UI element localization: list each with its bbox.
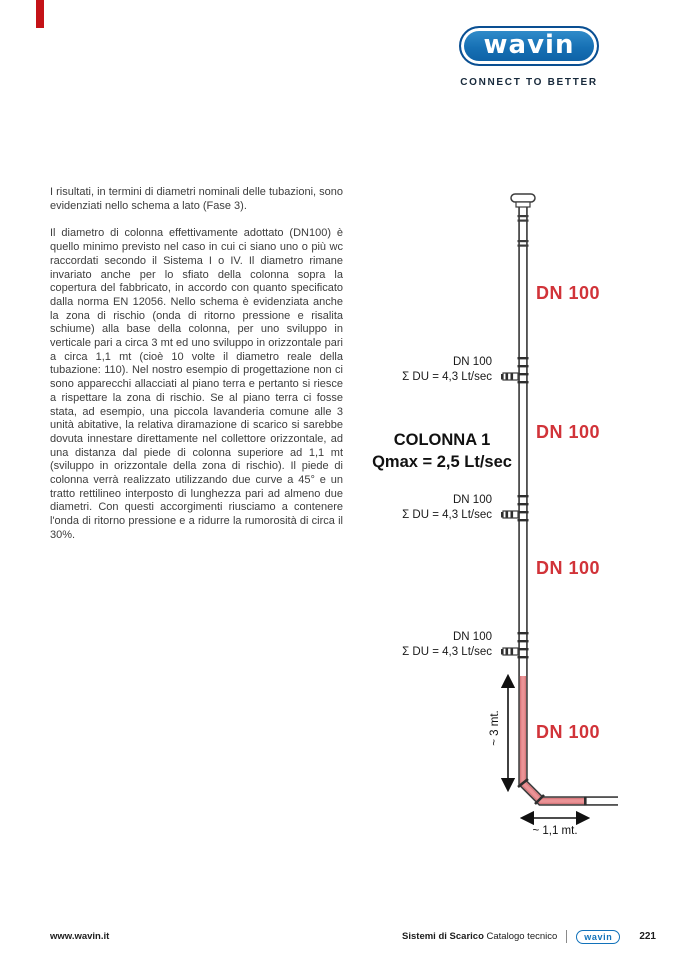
body-text <box>50 186 343 557</box>
column-flow-rate: Qmax = 2,5 Lt/sec <box>372 453 512 471</box>
stack-dn-label-2: DN 100 <box>536 422 601 442</box>
branch-du: Σ DU = 4,3 Lt/sec <box>402 646 492 658</box>
footer-website: www.wavin.it <box>50 931 110 942</box>
footer-divider <box>566 930 567 943</box>
paragraph-column-diameter: Il diametro di colonna effettivamente adottato (DN100) è quello minimo previsto nel caso in cui ci siano uno o più wc raccordati secondo il Sistema I o IV. Il diametro rimane invariato anche per lo sfiato della colonna sopra la copertura del fabbricato, in accordo con quanto specificato dalla norma EN 12056. Nello schema è evidenziata anche la zona di rischio (onda di ritorno pressione e risalita schiume) alla base della colonna, per uno sviluppo in verticale pari a circa 3 mt ed uno sviluppo in orizzontale pari a circa 1,1 mt (cioè 10 volte il diametro reale della tubazione: 110). Nel nostro esempio di progettazione non ci sono apparecchi allacciati al piano terra e pertanto si riesce a rispettare la zona di rischio. Se al piano terra ci fosse stata, ad esempio, una piccola lavanderia comune alle 3 unità abitative, la relativa diramazione di scarico si sarebbe dovuta innestare direttamente nel collettore orizzontale, ad una distanza dal piede di colonna superiore ad 1,1 mt (sviluppo in orizzontale della zona di rischio). Il piede di colonna verrà realizzato utilizzando due curve a 45° e un tratto rettilineo interposto di lunghezza pari ad almeno due diametri. Con questi accorgimenti riusciamo a contenere l'onda di ritorno pressione e a ridurre la rumorosità di circa il 30%. <box>50 227 343 541</box>
footer-doc-title <box>402 931 557 942</box>
branch-annotation-1 <box>360 355 492 385</box>
page-footer <box>50 929 656 944</box>
page-number: 221 <box>639 931 656 942</box>
stack-diagram-drawing <box>360 185 678 875</box>
branch-annotation-3 <box>360 630 492 660</box>
chapter-edge-tab <box>36 0 44 28</box>
stack-diagram <box>360 185 678 875</box>
dimension-label-horizontal: ~ 1,1 mt. <box>532 825 578 837</box>
column-title-block <box>362 429 522 473</box>
brand-tagline: CONNECT TO BETTER <box>460 77 598 88</box>
wavin-logo-text: wavin <box>483 30 575 60</box>
branch-du: Σ DU = 4,3 Lt/sec <box>402 509 492 521</box>
branch-dn: DN 100 <box>453 494 492 506</box>
stack-dn-label-4: DN 100 <box>536 722 601 742</box>
stack-dn-label-1: DN 100 <box>536 283 601 303</box>
branch-du: Σ DU = 4,3 Lt/sec <box>402 371 492 383</box>
paragraph-results: I risultati, in termini di diametri nominali delle tubazioni, sono evidenziati nello schema a lato (Fase 3). <box>50 186 343 212</box>
dimension-label-vertical: ~ 3 mt. <box>489 710 501 746</box>
footer-wavin-logo: wavin <box>576 930 620 944</box>
column-title: COLONNA 1 <box>393 431 491 449</box>
branch-annotation-2 <box>360 493 492 523</box>
branch-dn: DN 100 <box>453 356 492 368</box>
stack-dn-label-3: DN 100 <box>536 558 601 578</box>
header-logo-block <box>459 26 599 88</box>
branch-dn: DN 100 <box>453 631 492 643</box>
wavin-logo <box>459 26 599 66</box>
footer-doc-title-rest: Catalogo tecnico <box>486 931 558 942</box>
footer-doc-title-bold: Sistemi di Scarico <box>402 931 484 942</box>
